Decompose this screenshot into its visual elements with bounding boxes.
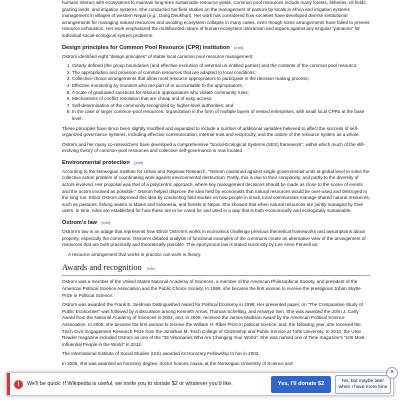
section-title: Environmental protection <box>62 159 130 166</box>
section-edit-link[interactable]: [edit] <box>234 44 244 50</box>
info-icon: i <box>14 380 23 389</box>
paragraph-intro: humans interact with ecosystems to maintain long-term sustainable resource yields. Common pool resources include many forests, fisheries, oil fields, grazing lands, and irrigation systems. She conducted her field studies on the management of pasture by locals in Africa and irrigation systems management in villages of western Nepal (e.g., Dang Deukhuri). Her work has considered how societies have developed diverse institutional arrangements for managing natural resources and avoiding ecosystem collapse in many cases, even though some arrangements have failed to prevent resource exhaustion. Her work emphasized the multifaceted nature of human-ecosystem interaction and argues against any singular "panacea" for individual social-ecological system problems. <box>62 0 370 38</box>
paragraph-ostroms-law: Ostrom's law is an adage that represents how Elinor Ostrom's works in economics challenge previous theoretical frameworks and assumptions about property, especially the commons. Ostrom's detailed analysis of functional examples of the commons create an alternative view of the arrangement of resources that are both practically and theoretically possible. This eponymous law is stated succinctly by Lee Anne Fennell as: <box>62 229 366 248</box>
paragraph-honorary-degree: In 2008, she was awarded an honorary degree, doctor honoris causa, at the Norwegian University of Science and <box>62 360 293 366</box>
list-item: 2. The appropriation and provision of common resources that are adapted to local conditions; <box>72 70 370 77</box>
donation-banner <box>6 369 395 396</box>
list-item: 7. Self-determination of the community recognized by higher-level authorities; and <box>72 103 370 110</box>
paragraph-principles-intro: Ostrom identified eight "design principles" of stable local common pool resource management: <box>62 53 254 59</box>
banner-accent-bar <box>7 373 10 395</box>
section-title: Design principles for Common Pool Resource (CPR) institution <box>62 44 230 51</box>
section-heading-awards <box>62 263 370 276</box>
paragraph-awards-list: Ostrom was awarded the Frank E. Seidman Distinguished Award for Political Economy in 1998. Her presented paper, on "The Comparative Study of Public Economies" was followed by a discussion among Kenneth Arrow, Thomas Schelling, and Amartya Sen. She was awarded the John J. Carty Award from the National Academy of Sciences in 2004, and, in 2005, received the James Madison Award by the American Political Science Association. In 2008, she became the first woman to receive the William H. Riker Prize in political science; and, the following year, she received the Tisch Civic Engagement Research Prize from the Jonathan M. Tisch College of Citizenship and Public Service at Tufts University. In 2010, the Utne Reader magazine included Ostrom as one of the "25 Visionaries Who Are Changing Your World". She was named one of Time magazine's "100 Most Influential People in the World" in 2012. <box>62 302 365 347</box>
close-icon[interactable]: × <box>386 367 398 379</box>
section-edit-link[interactable]: [edit] <box>134 159 144 165</box>
list-item: 8. In the case of larger common-pool resources, organization in the form of multiple layers of nested enterprises, with small local CPRs at the base level. <box>72 109 370 122</box>
quote: A resource arrangement that works in practice can work in theory. <box>68 251 202 257</box>
section-edit-link[interactable]: [edit] <box>146 266 156 272</box>
paragraph-awards-membership: Ostrom was a member of the United States National Academy of Sciences, a member of the American Philosophical Society, and president of the American Political Science Association and the Public Choice Society. In 1999, she became the first woman to receive the prestigious Johan Skytte Prize in Political Science. <box>62 279 361 298</box>
section-heading-environmental-protection <box>62 159 370 167</box>
paragraph-iss-fellowship: The International Institute of Social Studies (ISS) awarded its Honorary Fellowship to her in 2002. <box>62 351 260 357</box>
list-item: 4. Effective monitoring by monitors who are part of or accountable to the appropriators; <box>72 83 370 90</box>
list-item: 5. A scale of graduated sanctions for resource appropriators who violate community rules; <box>72 90 370 97</box>
section-title: Awards and recognition <box>62 263 142 273</box>
section-heading-ostroms-law <box>62 219 370 227</box>
paragraph-environmental-protection: According to the Norwegian Institute for Urban and Regional Research, "Ostrom cautioned against single governmental units at global level to solve the collective action problem of coordinating work against environmental destruction. Partly, this is due to their complexity, and partly to the diversity of actors involved. Her proposal was that of a polycentric approach, where key management decisions should be made as close to the scene of events and the actors involved as possible." Ostrom helped disprove the idea held by economists that natural resources would be over-used and destroyed in the long run. Elinor Ostrom disproved this idea by conducting field studies on how people in small, local communities manage shared natural resources, such as pastures, fishing waters in Maine and Indonesia, and forests in Nepal. She showed that when natural resources are jointly managed by their users, in time, rules are established for how these are to be cared for and used in a way that is both economically and ecologically sustainable. <box>62 168 370 214</box>
paragraph-principles-expanded: These principles have since been slightly modified and expanded to include a number of additional variables believed to affect the success of self-organized governance systems, including effective communication, internal trust and reciprocity, and the nature of the resource system as a whole. <box>62 125 360 138</box>
principles-list <box>62 63 370 122</box>
paragraph-ses-framework: Ostrom and her many co-researchers have developed a comprehensive "Social-Ecological Systems (SES) framework", within which much of the still-evolving theory of common-pool resources and collective self-governance is now located. <box>62 141 365 154</box>
section-edit-link[interactable]: [edit] <box>101 220 111 226</box>
list-item: 1. Clearly defined (the group boundaries (and effective exclusion of external un-entitled parties) and the contents of the common pool resource; <box>72 63 370 70</box>
donate-button[interactable]: Yes, I'll donate $2 <box>271 376 331 393</box>
list-item: 3. Collective-choice arrangements that allow most resource appropriators to participate in the decision-making process; <box>72 76 370 83</box>
section-heading-design-principles <box>62 44 370 52</box>
maybe-later-button[interactable]: No, but maybe later when I have more time <box>335 375 391 394</box>
list-item: 6. Mechanisms of conflict resolution that are cheap and of easy access; <box>72 96 370 103</box>
banner-message: We'll be quick: If Wikipedia is useful, we invite you to donate $2 or whatever you'd like. <box>27 381 233 387</box>
section-title: Ostrom's law <box>62 220 97 227</box>
